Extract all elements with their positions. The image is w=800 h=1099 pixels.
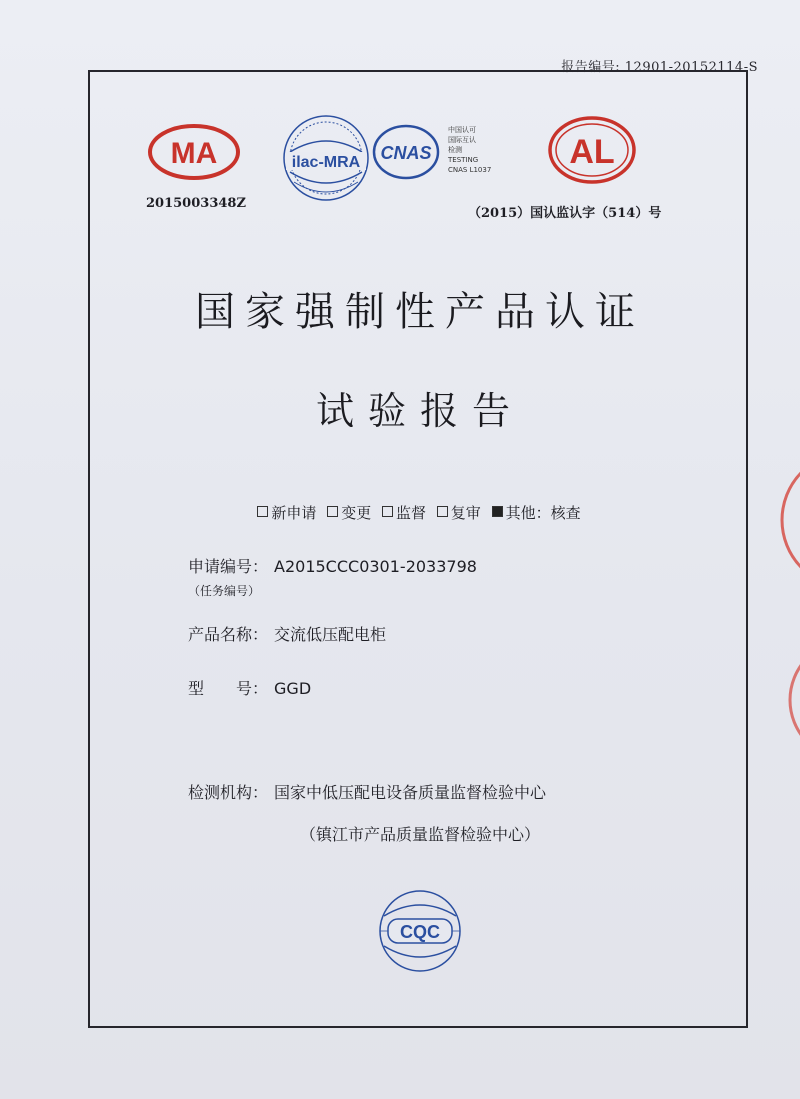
red-seal-partial bbox=[770, 450, 800, 770]
main-title: 国家强制性产品认证 bbox=[195, 289, 645, 335]
testing-lab-row bbox=[188, 780, 546, 803]
type-other-label: 其他：核查 bbox=[505, 504, 581, 522]
ma-logo bbox=[148, 124, 240, 180]
ilac-mra-text: ilac-MRA bbox=[291, 154, 361, 171]
product-name-value: 交流低压配电柜 bbox=[274, 625, 387, 644]
logo-band bbox=[90, 72, 750, 292]
checkbox-review bbox=[437, 506, 448, 517]
task-number-label: （任务编号） bbox=[188, 584, 261, 598]
testing-lab-value: 国家中低压配电设备质量监督检验中心 bbox=[274, 783, 547, 802]
testing-lab-subname: （镇江市产品质量监督检验中心） bbox=[300, 825, 541, 844]
al-number: （2015）国认监认字（514）号 bbox=[468, 206, 662, 221]
model-value: GGD bbox=[274, 679, 312, 698]
certificate-frame bbox=[88, 70, 748, 1028]
cnas-sub-1: 国际互认 bbox=[448, 136, 476, 144]
type-new bbox=[257, 504, 318, 522]
testing-lab-label: 检测机构： bbox=[188, 783, 269, 802]
model-label: 型 号： bbox=[188, 679, 269, 698]
test-type-options bbox=[90, 502, 750, 523]
cnas-logo-text: CNAS bbox=[380, 143, 432, 163]
cnas-sub-3: TESTING bbox=[448, 156, 479, 164]
ma-logo-text: MA bbox=[170, 137, 218, 170]
application-number-label: 申请编号： bbox=[188, 557, 269, 576]
cnas-sub-0: 中国认可 bbox=[448, 126, 476, 134]
model-row bbox=[188, 676, 311, 699]
checkbox-supervision bbox=[382, 506, 393, 517]
cqc-logo bbox=[370, 886, 470, 976]
sub-title: 试验报告 bbox=[315, 389, 524, 433]
cnas-sub-4: CNAS L1037 bbox=[448, 166, 492, 174]
type-new-label: 新申请 bbox=[271, 504, 317, 522]
report-number: 报告编号: 12901-20152114-S bbox=[561, 60, 758, 75]
cnas-sub-2: 检测 bbox=[448, 146, 462, 154]
type-review bbox=[437, 504, 483, 522]
cqc-logo-text: CQC bbox=[400, 922, 440, 942]
al-logo-text: AL bbox=[569, 133, 615, 171]
application-number-value: A2015CCC0301-2033798 bbox=[274, 557, 477, 576]
type-change-label: 变更 bbox=[341, 504, 372, 522]
type-supervision-label: 监督 bbox=[395, 504, 426, 522]
checkbox-change bbox=[327, 506, 338, 517]
checkbox-new bbox=[257, 506, 268, 517]
application-number-row bbox=[188, 554, 477, 577]
product-name-label: 产品名称： bbox=[188, 625, 269, 644]
cnas-logo bbox=[372, 120, 512, 190]
ma-number: 2015003348Z bbox=[146, 196, 246, 211]
type-review-label: 复审 bbox=[450, 504, 481, 522]
type-other bbox=[492, 504, 583, 522]
product-name-row bbox=[188, 622, 386, 645]
checkbox-other bbox=[492, 506, 503, 517]
ilac-mra-logo bbox=[280, 112, 372, 208]
type-change bbox=[327, 504, 373, 522]
al-logo bbox=[546, 112, 638, 192]
type-supervision bbox=[382, 504, 428, 522]
